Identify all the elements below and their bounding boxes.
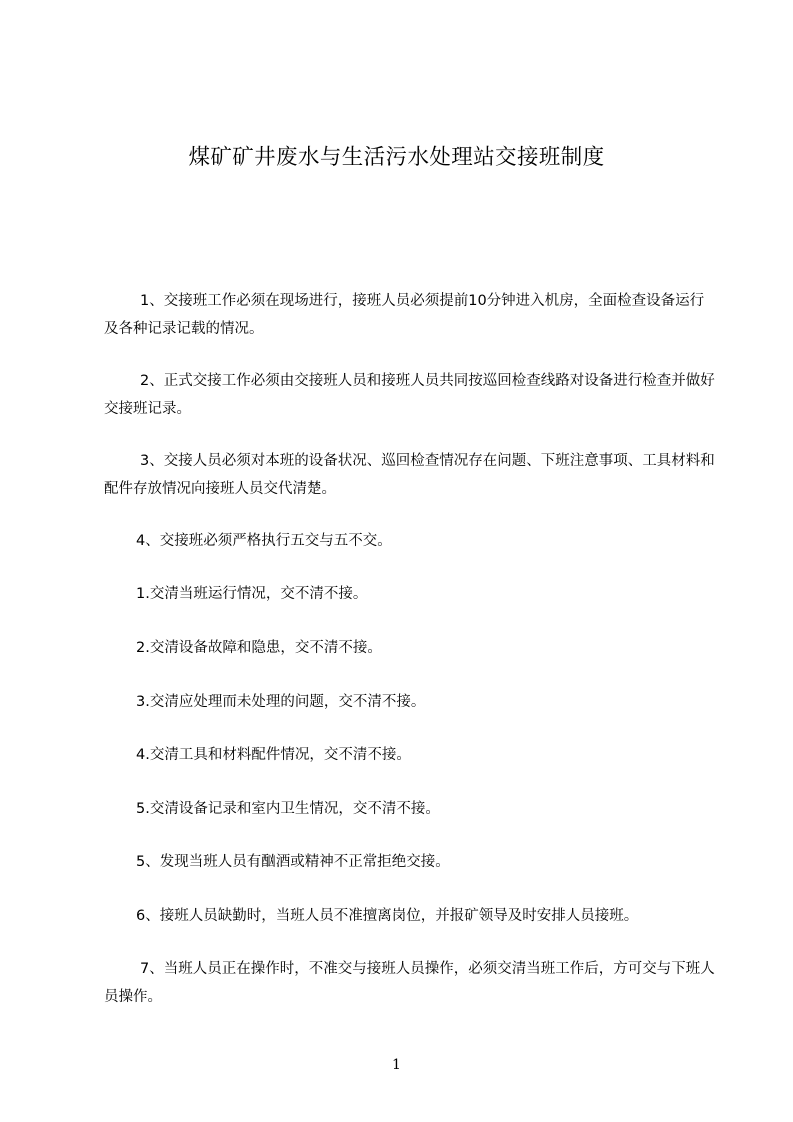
paragraph-rule-4: 4、交接班必须严格执行五交与五不交。	[136, 533, 392, 549]
document-title: 煤矿矿井废水与生活污水处理站交接班制度	[188, 145, 605, 170]
paragraph-rule-6: 6、接班人员缺勤时，当班人员不准擅离岗位，并报矿领导及时安排人员接班。	[136, 908, 639, 924]
list-item-handover-2: 2.交清设备故障和隐患，交不清不接。	[136, 640, 382, 656]
list-item-handover-3: 3.交清应处理而未处理的问题，交不清不接。	[136, 694, 426, 710]
page-number: 1	[392, 1057, 401, 1073]
paragraph-rule-1: 1、交接班工作必须在现场进行，接班人员必须提前10分钟进入机房，全面检查设备运行及各种记录记载的情况。	[104, 293, 705, 337]
paragraph-rule-7: 7、当班人员正在操作时，不准交与接班人员操作，必须交清当班工作后，方可交与下班人员操作。	[104, 961, 715, 1005]
list-item-handover-5: 5.交清设备记录和室内卫生情况，交不清不接。	[136, 801, 440, 817]
list-item-handover-1: 1.交清当班运行情况，交不清不接。	[136, 586, 368, 602]
list-item-handover-4: 4.交清工具和材料配件情况，交不清不接。	[136, 747, 411, 763]
paragraph-rule-5: 5、发现当班人员有酗酒或精神不正常拒绝交接。	[136, 854, 450, 870]
paragraph-rule-2: 2、正式交接工作必须由交接班人员和接班人员共同按巡回检查线路对设备进行检查并做好交接班记录。	[104, 373, 715, 417]
paragraph-rule-3: 3、交接人员必须对本班的设备状况、巡回检查情况存在问题、下班注意事项、工具材料和配件存放情况向接班人员交代清楚。	[104, 453, 715, 497]
